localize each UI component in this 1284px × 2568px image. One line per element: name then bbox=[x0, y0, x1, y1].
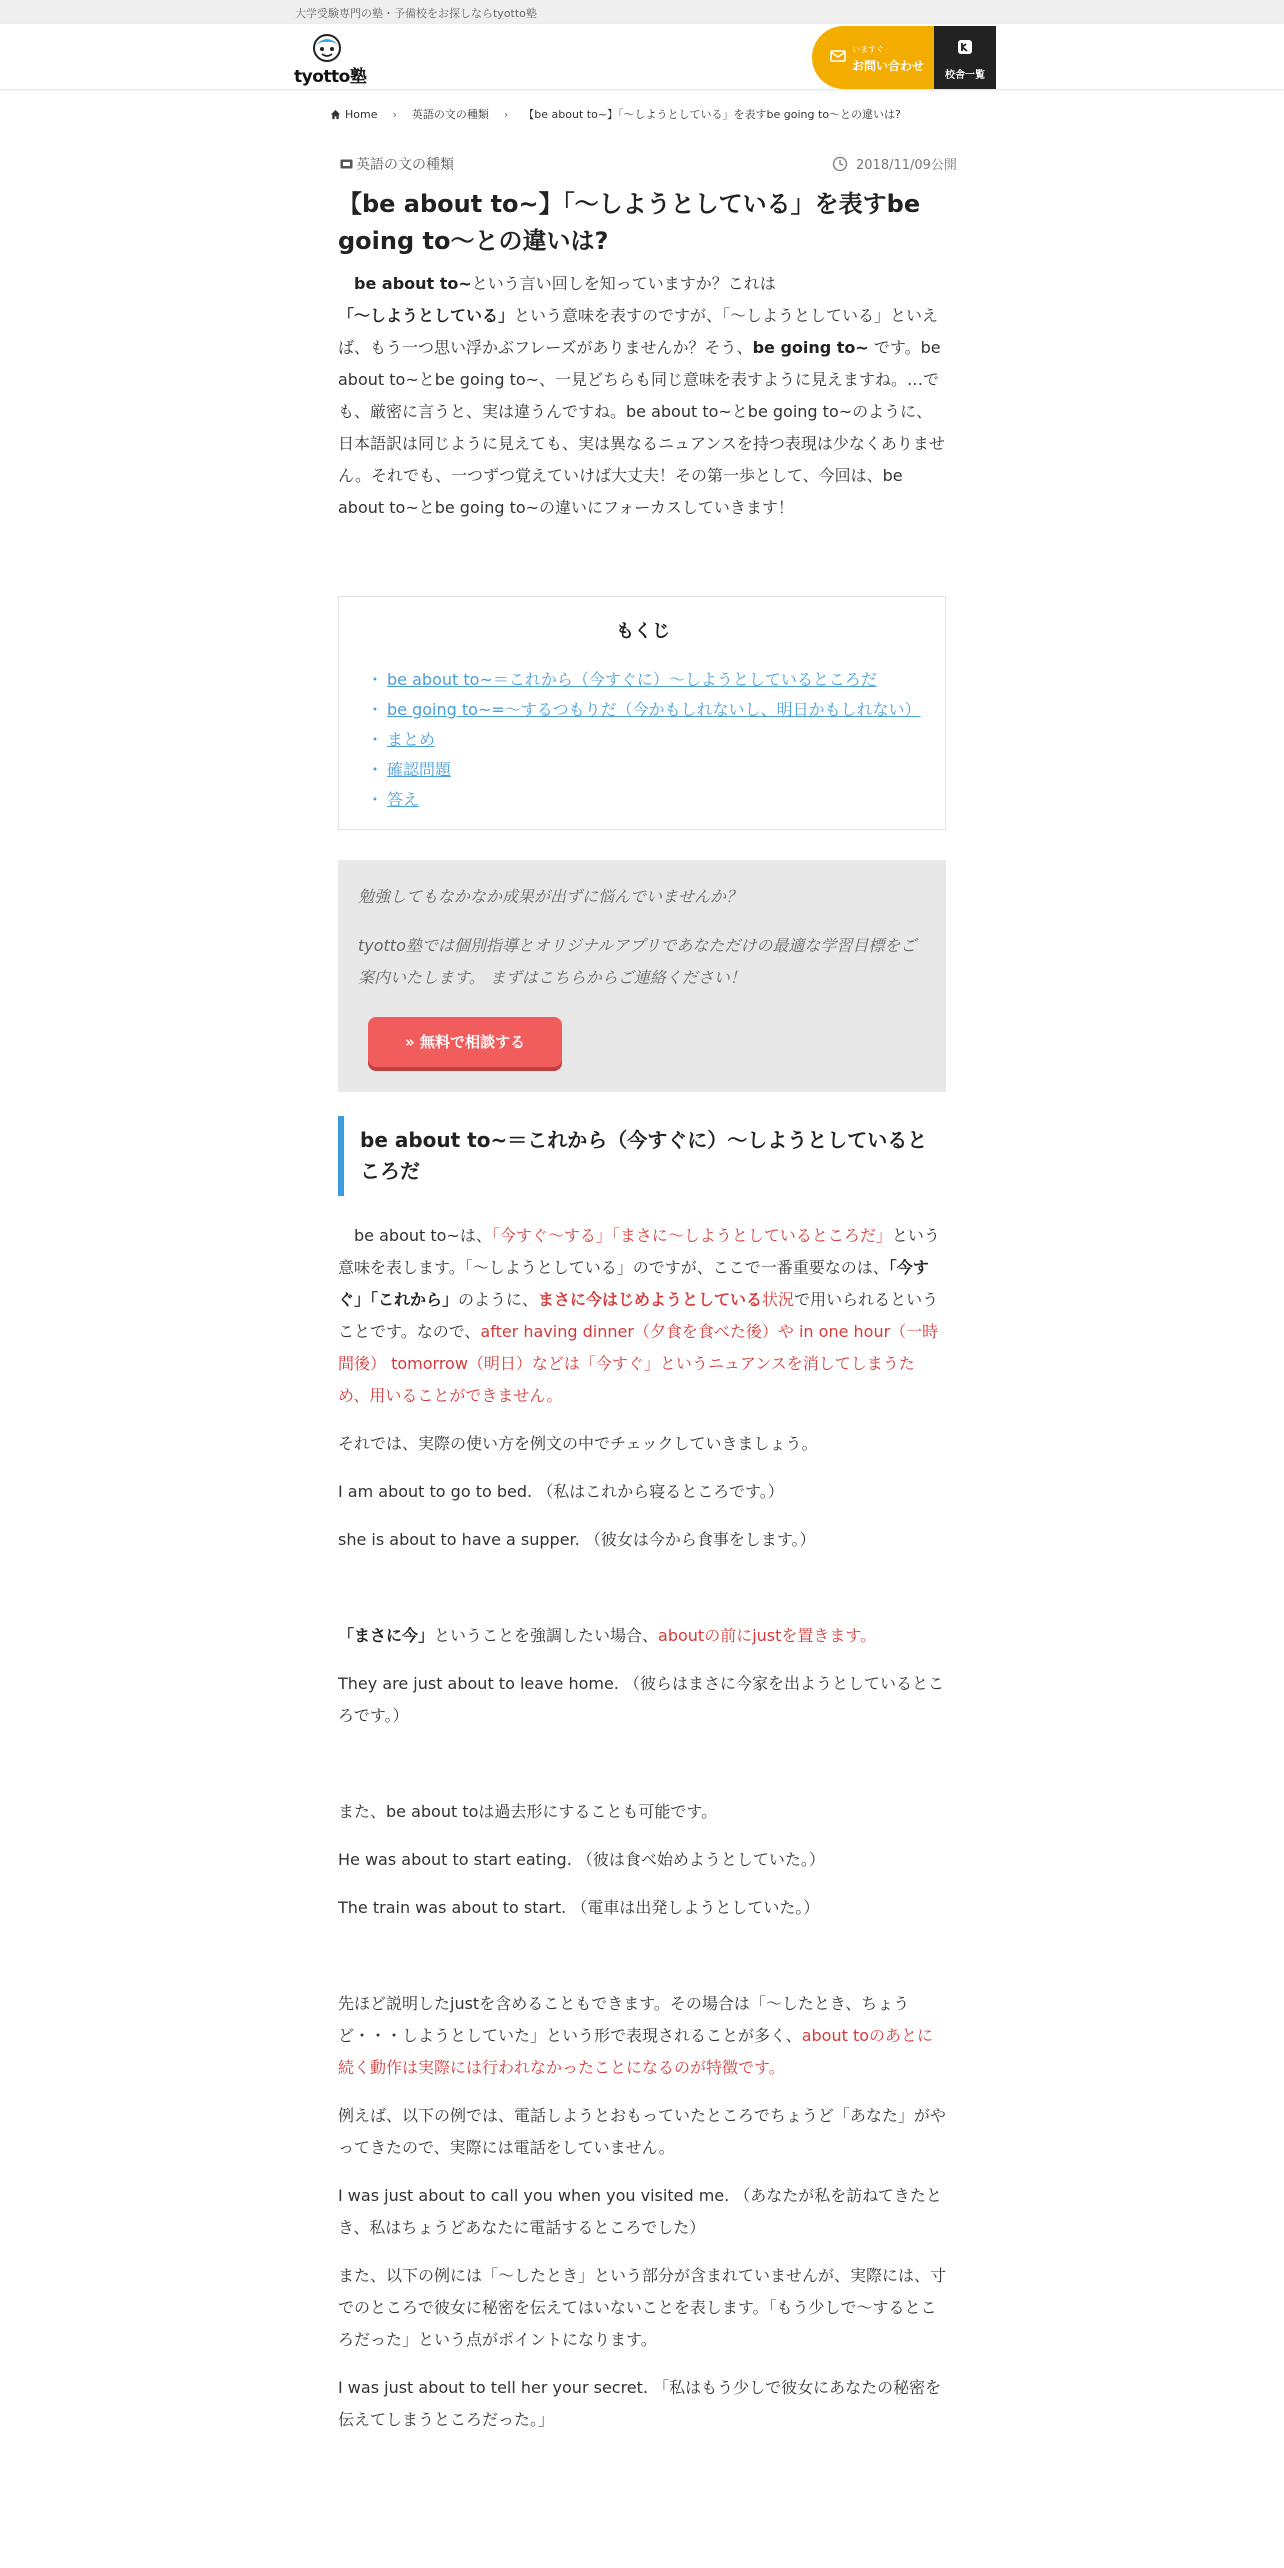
toc-item: ・ be about to~＝これから（今すぐに）〜しようとしているところだ bbox=[367, 670, 877, 689]
article-category[interactable] bbox=[340, 154, 454, 174]
article-category-label: 英語の文の種類 bbox=[356, 157, 454, 173]
school-icon bbox=[957, 39, 973, 55]
toc-title: もくじ bbox=[616, 621, 670, 642]
section-paragraph: 例えば、以下の例では、電話しようとおもっていたところでちょうど「あなた」がやってきたので、実際には電話をしていません。 bbox=[338, 2106, 946, 2157]
contact-small-label: いますぐ bbox=[852, 45, 884, 54]
school-list-label: 校舎一覧 bbox=[945, 70, 985, 81]
breadcrumb-category[interactable]: 英語の文の種類 bbox=[411, 108, 489, 121]
section-paragraph: また、以下の例には「〜したとき」という部分が含まれていませんが、実際には、寸でのところで彼女に秘密を伝えてはいないことを表します。「もう少しで〜するところだった」という点がポイントになります。 bbox=[338, 2266, 947, 2349]
article-title: 【be about to~】「～しようとしている」を表すbe going to～との違いは? bbox=[338, 190, 921, 255]
free-consultation-button[interactable]: » 無料で相談する bbox=[368, 1017, 562, 1067]
site-tagline: 大学受験専門の塾・予備校をお探しならtyotto塾 bbox=[295, 7, 537, 20]
cta-description: tyotto塾では個別指導とオリジナルアプリであなただけの最適な学習目標をご案内いたします。 まずはこちらからご連絡ください！ bbox=[358, 936, 917, 987]
chevron-right-icon: › bbox=[392, 107, 397, 121]
breadcrumb-current: 【be about to~】「～しようとしている」を表すbe going to～との違いは? bbox=[523, 108, 901, 121]
toc-item: ・ まとめ bbox=[367, 730, 436, 749]
section-paragraph: 「まさに今」ということを強調したい場合、aboutの前にjustを置きます。 bbox=[338, 1626, 877, 1645]
toc-link[interactable]: まとめ bbox=[387, 730, 436, 749]
chevron-right-icon: › bbox=[503, 107, 509, 121]
example-sentence: He was about to start eating. （彼は食べ始めようとしていた。） bbox=[338, 1850, 825, 1869]
site-logo[interactable] bbox=[294, 32, 367, 87]
toc-item: ・ 確認問題 bbox=[367, 760, 452, 779]
example-sentence: she is about to have a supper. （彼女は今から食事をします。） bbox=[338, 1530, 816, 1549]
breadcrumb-home[interactable]: Home bbox=[345, 107, 378, 121]
section-paragraph: また、be about toは過去形にすることも可能です。 bbox=[338, 1802, 718, 1821]
site-header bbox=[0, 24, 1284, 90]
section-paragraph: 先ほど説明したjustを含めることもできます。その場合は「〜したとき、ちょうど・・・しようとしていた」という形で表現されることが多く、about toのあとに続く動作は実際には行われなかったことになるのが特徴です。 bbox=[338, 1994, 934, 2077]
contact-button[interactable] bbox=[812, 26, 934, 89]
toc-item: ・ be going to~=〜するつもりだ（今かもしれないし、明日かもしれない） bbox=[367, 700, 921, 719]
section-heading bbox=[338, 1116, 946, 1196]
home-icon bbox=[330, 109, 341, 120]
consultation-box bbox=[338, 860, 946, 1092]
section-heading-text: be about to~＝これから（今すぐに）〜しようとしているところだ bbox=[360, 1128, 928, 1183]
table-of-contents bbox=[338, 596, 946, 830]
breadcrumb bbox=[330, 106, 901, 122]
section-paragraph: それでは、実際の使い方を例文の中でチェックしていきましょう。 bbox=[338, 1434, 818, 1453]
toc-link[interactable]: 確認問題 bbox=[387, 760, 452, 779]
article-date-label: 2018/11/09公開 bbox=[856, 158, 957, 173]
example-sentence: I am about to go to bed. （私はこれから寝るところです。） bbox=[338, 1482, 784, 1501]
article-date bbox=[832, 154, 957, 173]
intro-paragraph: be about to~という言い回しを知っていますか？これは「〜しようとしている」という意味を表すのですが、「〜しようとしている」といえば、もう一つ思い浮かぶフレーズがありませんか？そう、be going to~ です。be about to~とbe going to~、一見どちらも同じ意味を表すように見えますね。…でも、厳密に言うと、実は違うんですね。be about to~とbe going to~のように、日本語訳は同じように見えても、実は異なるニュアンスを持つ表現は少なくありません。それでも、一つずつ覚えていけば大丈夫！その第一歩として、今回は、be about to~とbe going to~の違いにフォーカスしていきます！ bbox=[338, 274, 945, 517]
example-sentence: The train was about to start. （電車は出発しようとしていた。） bbox=[338, 1898, 820, 1917]
top-strip bbox=[0, 0, 1284, 24]
clock-icon bbox=[832, 156, 848, 172]
toc-link[interactable]: 答え bbox=[387, 790, 420, 809]
contact-label: お問い合わせ bbox=[852, 59, 925, 73]
section-paragraph: be about to~は、「今すぐ〜する」「まさに〜しようとしているところだ」という意味を表します。「〜しようとしている」のですが、ここで一番重要なのは、「今すぐ」「これから」のように、まさに今はじめようとしている状況で用いられるということです。なので、after having dinner（夕食を食べた後）や in one hour（一時間後） tomorrow（明日）などは「今すぐ」というニュアンスを消してしまうため、用いることができません。 bbox=[338, 1226, 940, 1405]
school-list-button[interactable] bbox=[934, 26, 996, 89]
example-sentence: I was just about to call you when you visited me. （あなたが私を訪ねてきたとき、私はちょうどあなたに電話するところでした） bbox=[338, 2186, 942, 2237]
toc-link[interactable]: be going to~=〜するつもりだ（今かもしれないし、明日かもしれない） bbox=[387, 700, 921, 719]
mail-icon bbox=[830, 50, 846, 62]
example-sentence: They are just about to leave home. （彼らはまさに今家を出ようとしているところです。） bbox=[338, 1674, 944, 1725]
example-sentence: I was just about to tell her your secret. 「私はもう少しで彼女にあなたの秘密を伝えてしまうところだった。」 bbox=[338, 2378, 942, 2429]
toc-item: ・ 答え bbox=[367, 790, 420, 809]
folder-icon bbox=[340, 158, 353, 170]
logo-text: tyotto塾 bbox=[294, 67, 367, 87]
toc-link[interactable]: be about to~＝これから（今すぐに）〜しようとしているところだ bbox=[387, 670, 877, 689]
cta-question: 勉強してもなかなか成果が出ずに悩んでいませんか？ bbox=[358, 887, 743, 906]
logo-face-icon bbox=[312, 34, 342, 62]
